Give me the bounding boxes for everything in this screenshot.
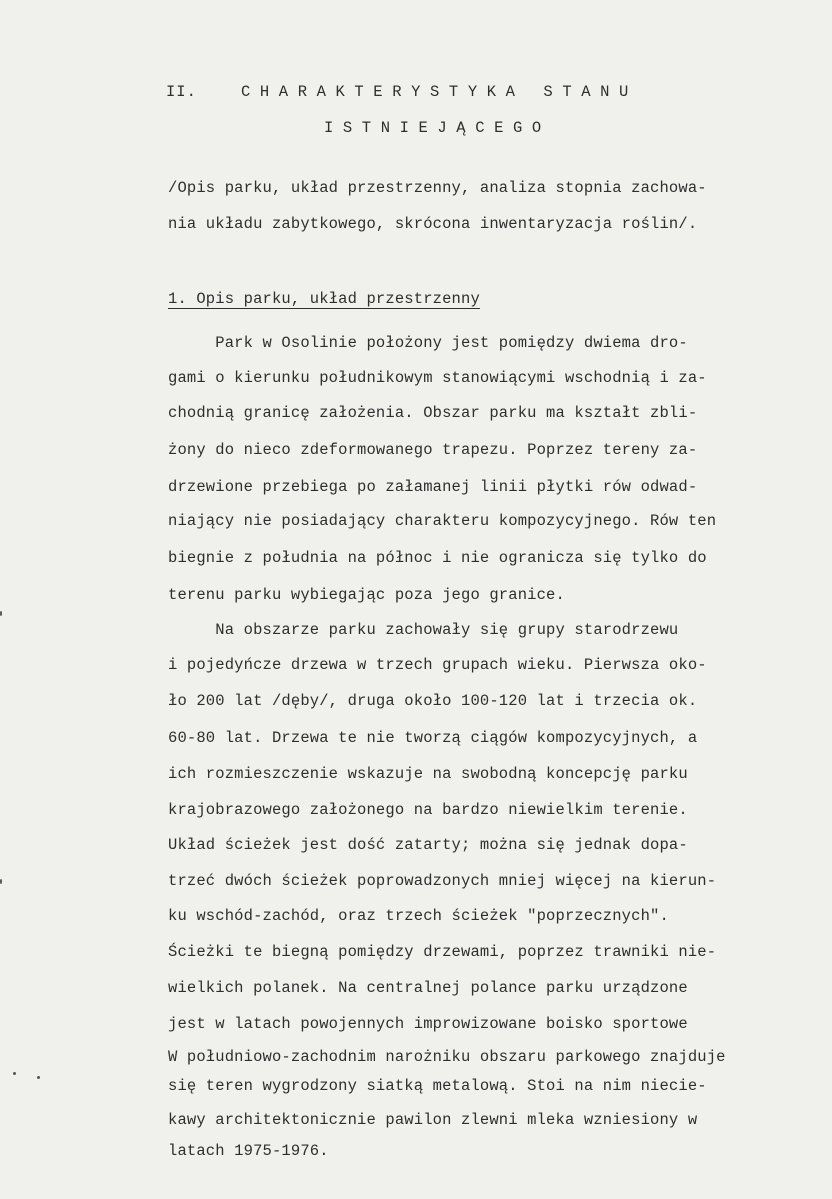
- paper-speck: [37, 1076, 40, 1079]
- subtitle-line: nia układu zabytkowego, skrócona inwentaryzacja roślin/.: [168, 215, 698, 233]
- paragraph-line: wielkich polanek. Na centralnej polance parku urządzone: [168, 979, 688, 997]
- paragraph-line: Park w Osolinie położony jest pomiędzy dwiema dro-: [168, 334, 688, 352]
- subtitle-line: /Opis parku, układ przestrzenny, analiza stopnia zachowa-: [168, 179, 707, 197]
- paragraph-line: latach 1975-1976.: [168, 1142, 329, 1160]
- paragraph-line: drzewione przebiega po załamanej linii płytki rów odwad-: [168, 478, 698, 496]
- section-heading: 1. Opis parku, układ przestrzenny: [168, 290, 480, 308]
- paragraph-line: ło 200 lat /dęby/, druga około 100-120 lat i trzecia ok.: [168, 692, 698, 710]
- paragraph-line: Na obszarze parku zachowały się grupy starodrzewu: [168, 621, 679, 639]
- paragraph-line: trzeć dwóch ścieżek poprowadzonych mniej więcej na kierun-: [168, 872, 717, 890]
- paragraph-line: kawy architektonicznie pawilon zlewni mleka wzniesiony w: [168, 1111, 698, 1129]
- paragraph-line: żony do nieco zdeformowanego trapezu. Poprzez tereny za-: [168, 441, 698, 459]
- paragraph-line: jest w latach powojennych improwizowane boisko sportowe: [168, 1015, 688, 1033]
- paragraph-line: się teren wygrodzony siatką metalową. Stoi na nim niecie-: [168, 1077, 707, 1095]
- paragraph-line: krajobrazowego założonego na bardzo niewielkim terenie.: [168, 801, 688, 819]
- paper-speck: [0, 879, 2, 884]
- paragraph-line: chodnią granicę założenia. Obszar parku ma kształt zbli-: [168, 404, 698, 422]
- paper-speck: [0, 611, 2, 616]
- paragraph-line: 60-80 lat. Drzewa te nie tworzą ciągów kompozycyjnych, a: [168, 729, 698, 747]
- paragraph-line: W południowo-zachodnim narożniku obszaru parkowego znajduje: [168, 1048, 726, 1066]
- paragraph-line: terenu parku wybiegając poza jego granice.: [168, 586, 565, 604]
- paragraph-line: ku wschód-zachód, oraz trzech ścieżek "poprzecznych".: [168, 907, 669, 925]
- paper-speck: [13, 1072, 16, 1075]
- chapter-number: II.: [166, 83, 197, 101]
- paragraph-line: Ścieżki te biegną pomiędzy drzewami, poprzez trawniki nie-: [168, 943, 717, 961]
- paragraph-line: gami o kierunku południkowym stanowiącymi wschodnią i za-: [168, 369, 707, 387]
- paragraph-line: i pojedyńcze drzewa w trzech grupach wieku. Pierwsza oko-: [168, 656, 707, 674]
- chapter-title-line-1: CHARAKTERYSTYKA STANU: [241, 83, 638, 101]
- paragraph-line: Układ ścieżek jest dość zatarty; można się jednak dopa-: [168, 836, 688, 854]
- paragraph-line: ich rozmieszczenie wskazuje na swobodną koncepcję parku: [168, 765, 688, 783]
- paragraph-line: biegnie z południa na północ i nie ogranicza się tylko do: [168, 549, 707, 567]
- paragraph-line: niający nie posiadający charakteru kompozycyjnego. Rów ten: [168, 512, 717, 530]
- chapter-title-line-2: ISTNIEJĄCEGO: [324, 119, 551, 137]
